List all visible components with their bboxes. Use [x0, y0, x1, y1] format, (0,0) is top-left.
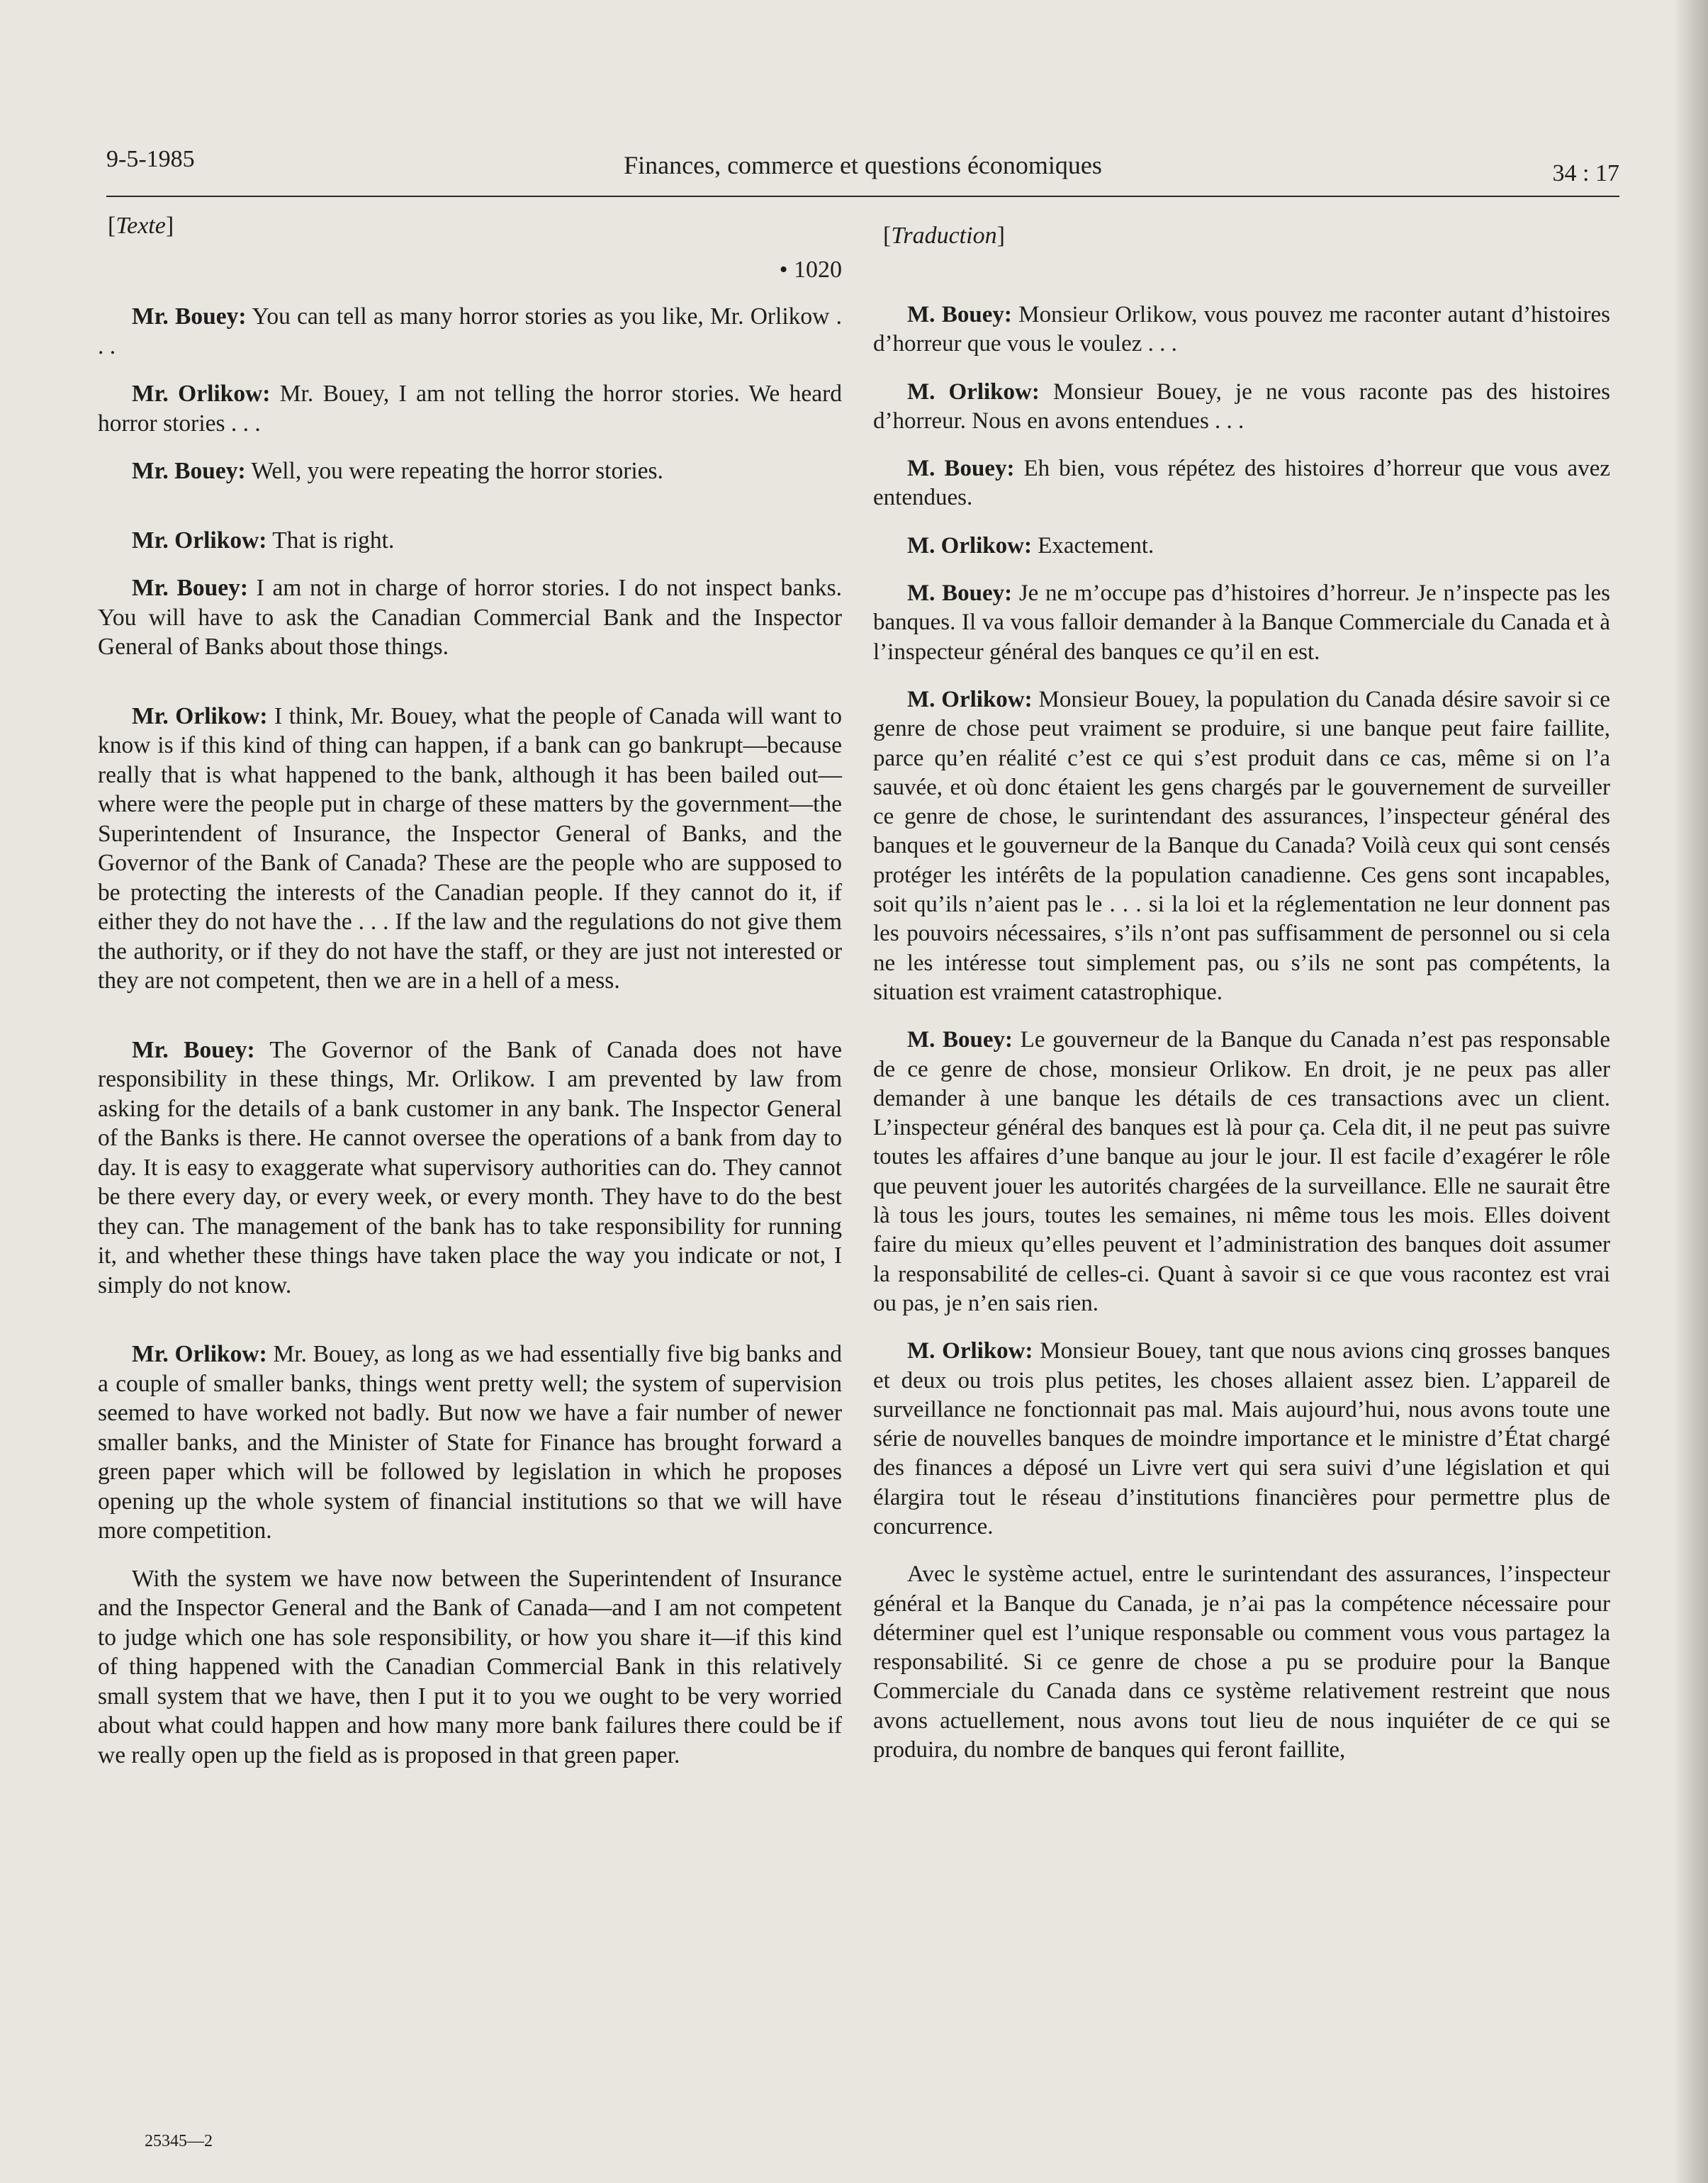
paragraph: M. Orlikow: Exactement.: [907, 532, 1154, 559]
paragraph: M. Orlikow: Monsieur Bouey, tant que nous avions cinq grosses banques et deux ou trois plus petites, les choses allaient assez bien. L’appareil de surveillance ne fonctionnait pas mal. Mais aujourd’hui, nous avons toute une série de nouvelles banques de moindre importance et le ministre d’État chargé des finances a déposé un Livre vert qui sera suivi d’une législation et qui élargira tout le réseau d’institutions financières pour permettre plus de concurrence.: [873, 1338, 1610, 1539]
paragraph: M. Bouey: Je ne m’occupe pas d’histoires d’horreur. Je n’inspecte pas les banques. Il va vous falloir demander à la Banque Commerciale du Canada et à l’inspecteur général des banques ce qu’il en est.: [873, 580, 1610, 665]
section-tag-texte: [Texte]: [108, 213, 174, 239]
paragraph: M. Bouey: Monsieur Orlikow, vous pouvez me raconter autant d’histoires d’horreur que vous le voulez . . .: [873, 302, 1610, 357]
paragraph: Mr. Orlikow: I think, Mr. Bouey, what the people of Canada will want to know is if this kind of thing can happen, if a bank can go bankrupt—because really that is what happened to the bank, although it has been bailed out—where were the people put in charge of these matters by the government—the Superintendent of Insurance, the Inspector General of Banks, and the Governor of the Bank of Canada? These are the people who are supposed to be protecting the interests of the Canadian people. If they cannot do it, if either they do not have the . . . If the law and the regulations do not give them the authority, or if they do not have the staff, or they are just not interested or they are not competent, then we are in a hell of a mess.: [98, 702, 843, 994]
paragraph: M. Bouey: Eh bien, vous répétez des histoires d’horreur que vous avez entendues.: [873, 456, 1610, 511]
header-date: 9-5-1985: [106, 146, 195, 172]
footer-print-code: 25345—2: [145, 2132, 213, 2150]
right-column-french: [873, 213, 1610, 1783]
timestamp-marker: • 1020: [779, 257, 842, 283]
section-tag-traduction: [Traduction]: [883, 223, 1005, 249]
paragraph: M. Orlikow: Monsieur Bouey, la population du Canada désire savoir si ce genre de chose peut vraiment se produire, si une banque peut faire faillite, parce qu’en réalité c’est ce qui s’est produit dans ce cas, même si on l’a sauvée, et où donc étaient les gens chargés par le gouvernement de surveiller ce genre de chose, le surintendant des assurances, l’inspecteur général des banques et le gouverneur de la Banque du Canada? Voilà ceux qui sont censés protéger les intérêts de la population canadienne. Ces gens sont incapables, soit qu’ils n’aient pas le . . . si la loi et la réglementation ne leur donnent pas les pouvoirs nécessaires, s’ils n’ont pas suffisamment de personnel ou si cela ne les intéresse tout simplement pas, ou s’ils ne sont pas compétents, la situation est vraiment catastrophique.: [873, 686, 1610, 1005]
paragraph: Mr. Bouey: You can tell as many horror stories as you like, Mr. Orlikow . . .: [98, 303, 842, 359]
paragraph: M. Bouey: Le gouverneur de la Banque du Canada n’est pas responsable de ce genre de chose, monsieur Orlikow. En droit, je ne peux pas aller demander à une banque les détails de ces transactions avec un client. L’inspecteur général des banques est là pour ça. Cela dit, il ne peut pas suivre toutes les affaires d’une banque au jour le jour. Il est facile d’exagérer le rôle que peuvent jouer les autorités chargées de la surveillance. Elle ne saurait être là tous les jours, toutes les semaines, ni même tous les mois. Elles doivent faire du mieux qu’elles peuvent et l’administration des banques doit assumer la responsabilité de celles-ci. Quant à savoir si ce que vous racontez est vrai ou pas, je n’en sais rien.: [873, 1027, 1610, 1316]
paragraph: Mr. Orlikow: Mr. Bouey, as long as we had essentially five big banks and a couple of smaller banks, things went pretty well; the system of supervision seemed to have worked not badly. But now we have a fair number of newer smaller banks, and the Minister of State for Finance has brought forward a green paper which will be followed by legislation in which he proposes opening up the whole system of financial institutions so that we will have more competition.: [98, 1341, 842, 1544]
paragraph: Mr. Bouey: I am not in charge of horror stories. I do not inspect banks. You will have to ask the Canadian Commercial Bank and the Inspector General of Banks about those things.: [98, 575, 842, 660]
page-binding-shadow: [1675, 0, 1708, 2183]
paragraph: Mr. Orlikow: Mr. Bouey, I am not telling the horror stories. We heard horror stories . . .: [98, 381, 842, 437]
left-column-english: [98, 213, 842, 1788]
paragraph: Avec le système actuel, entre le surintendant des assurances, l’inspecteur général et la Banque du Canada, je n’ai pas la compétence nécessaire pour déterminer quel est l’unique responsable ou comment vous vous partagez la responsabilité. Si ce genre de chose a pu se produire pour la Banque Commerciale du Canada dans ce système relativement restreint que nous avons actuellement, nous avons tout lieu de nous inquiéter de ce qui se produira, du nombre de banques qui feront faillite,: [873, 1561, 1610, 1763]
paragraph: Mr. Bouey: The Governor of the Bank of Canada does not have responsibility in these things, Mr. Orlikow. I am prevented by law from asking for the details of a bank customer in any bank. The Inspector General of the Banks is there. He cannot oversee the operations of a bank from day to day. It is easy to exaggerate what supervisory authorities can do. They cannot be there every day, or every week, or every month. They have to do the best they can. The management of the bank has to take responsibility for running it, and whether these things have taken place the way you indicate or not, I simply do not know.: [98, 1036, 842, 1298]
paragraph: Mr. Orlikow: That is right.: [132, 527, 395, 554]
paragraph: M. Orlikow: Monsieur Bouey, je ne vous raconte pas des histoires d’horreur. Nous en avons entendues . . .: [873, 378, 1610, 434]
header-page-number: 34 : 17: [1552, 160, 1619, 186]
page-header: [106, 140, 1619, 197]
paragraph: Mr. Bouey: Well, you were repeating the horror stories.: [132, 458, 663, 484]
header-title: Finances, commerce et questions économiques: [624, 151, 1102, 179]
paragraph: With the system we have now between the Superintendent of Insurance and the Inspector General and the Bank of Canada—and I am not competent to judge which one has sole responsibility, or how you share it—if this kind of thing happened with the Canadian Commercial Bank in this relatively small system that we have, then I put it to you we ought to be very worried about what could happen and how many more bank failures there could be if we really open up the field as is proposed in that green paper.: [98, 1565, 842, 1768]
